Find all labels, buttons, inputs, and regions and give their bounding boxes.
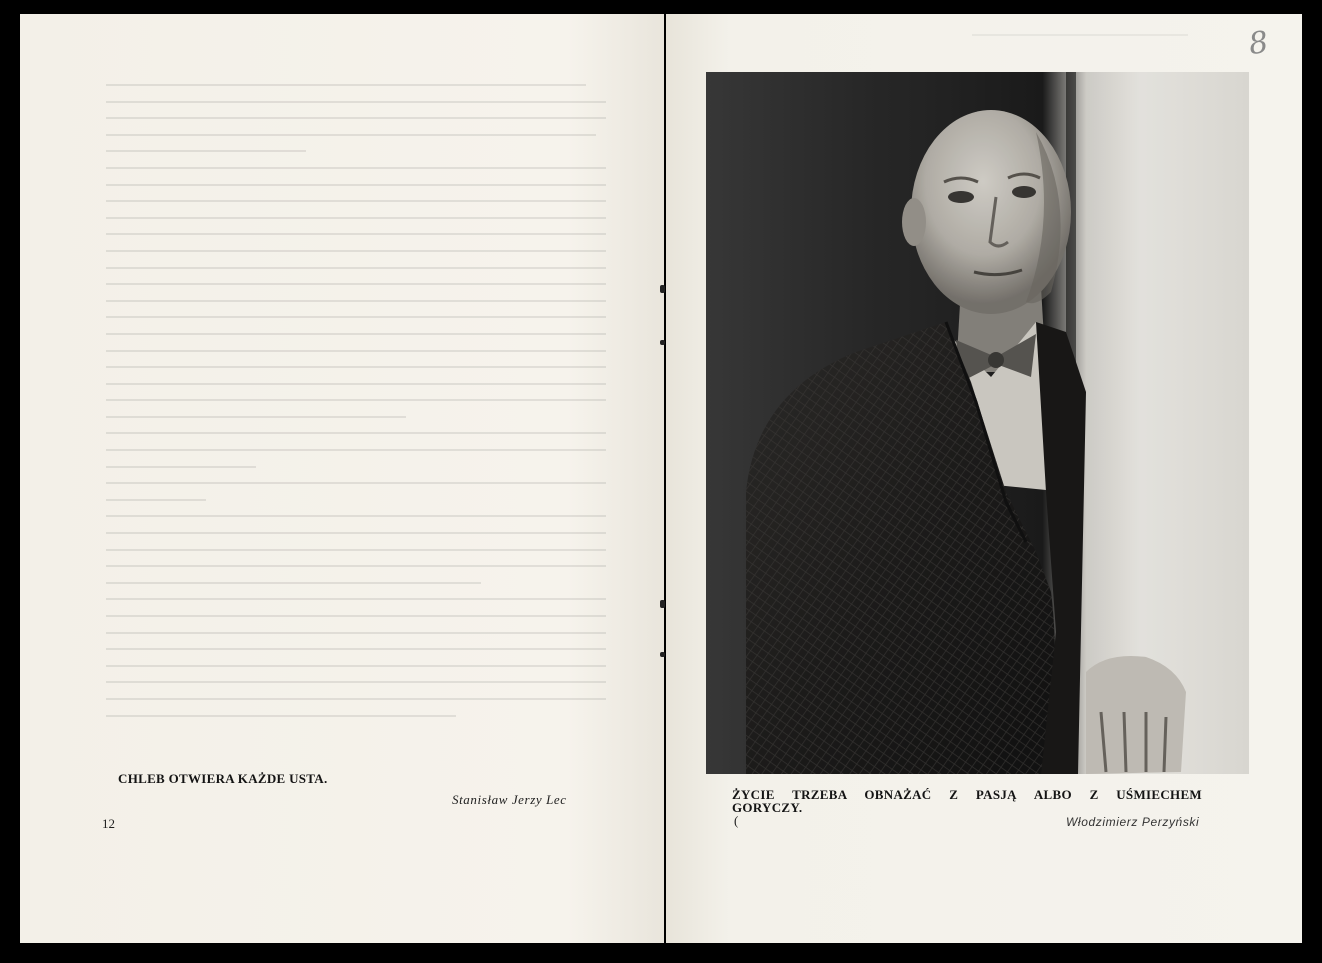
left-quote: CHLEB OTWIERA KAŻDE USTA. <box>118 771 328 786</box>
portrait-photo <box>706 72 1249 774</box>
left-quote-author: Stanisław Jerzy Lec <box>452 792 567 807</box>
staple-mark <box>660 652 665 657</box>
right-quote-author: Włodzimierz Perzyński <box>1066 815 1200 829</box>
staple-mark <box>660 340 665 345</box>
stray-paren-mark: ( <box>734 813 739 828</box>
right-quote: ŻYCIE TRZEBA OBNAŻAĆ Z PASJĄ ALBO Z UŚMIECHEM GORYCZY. <box>732 787 1202 815</box>
left-page <box>20 14 664 943</box>
staple-mark <box>660 600 665 608</box>
bleed-through-text <box>756 34 1236 51</box>
right-page <box>666 14 1302 943</box>
staple-mark <box>660 285 665 293</box>
handwritten-page-number: 8 <box>1246 24 1271 63</box>
page-number: 12 <box>102 816 115 831</box>
bleed-through-text <box>106 84 606 731</box>
